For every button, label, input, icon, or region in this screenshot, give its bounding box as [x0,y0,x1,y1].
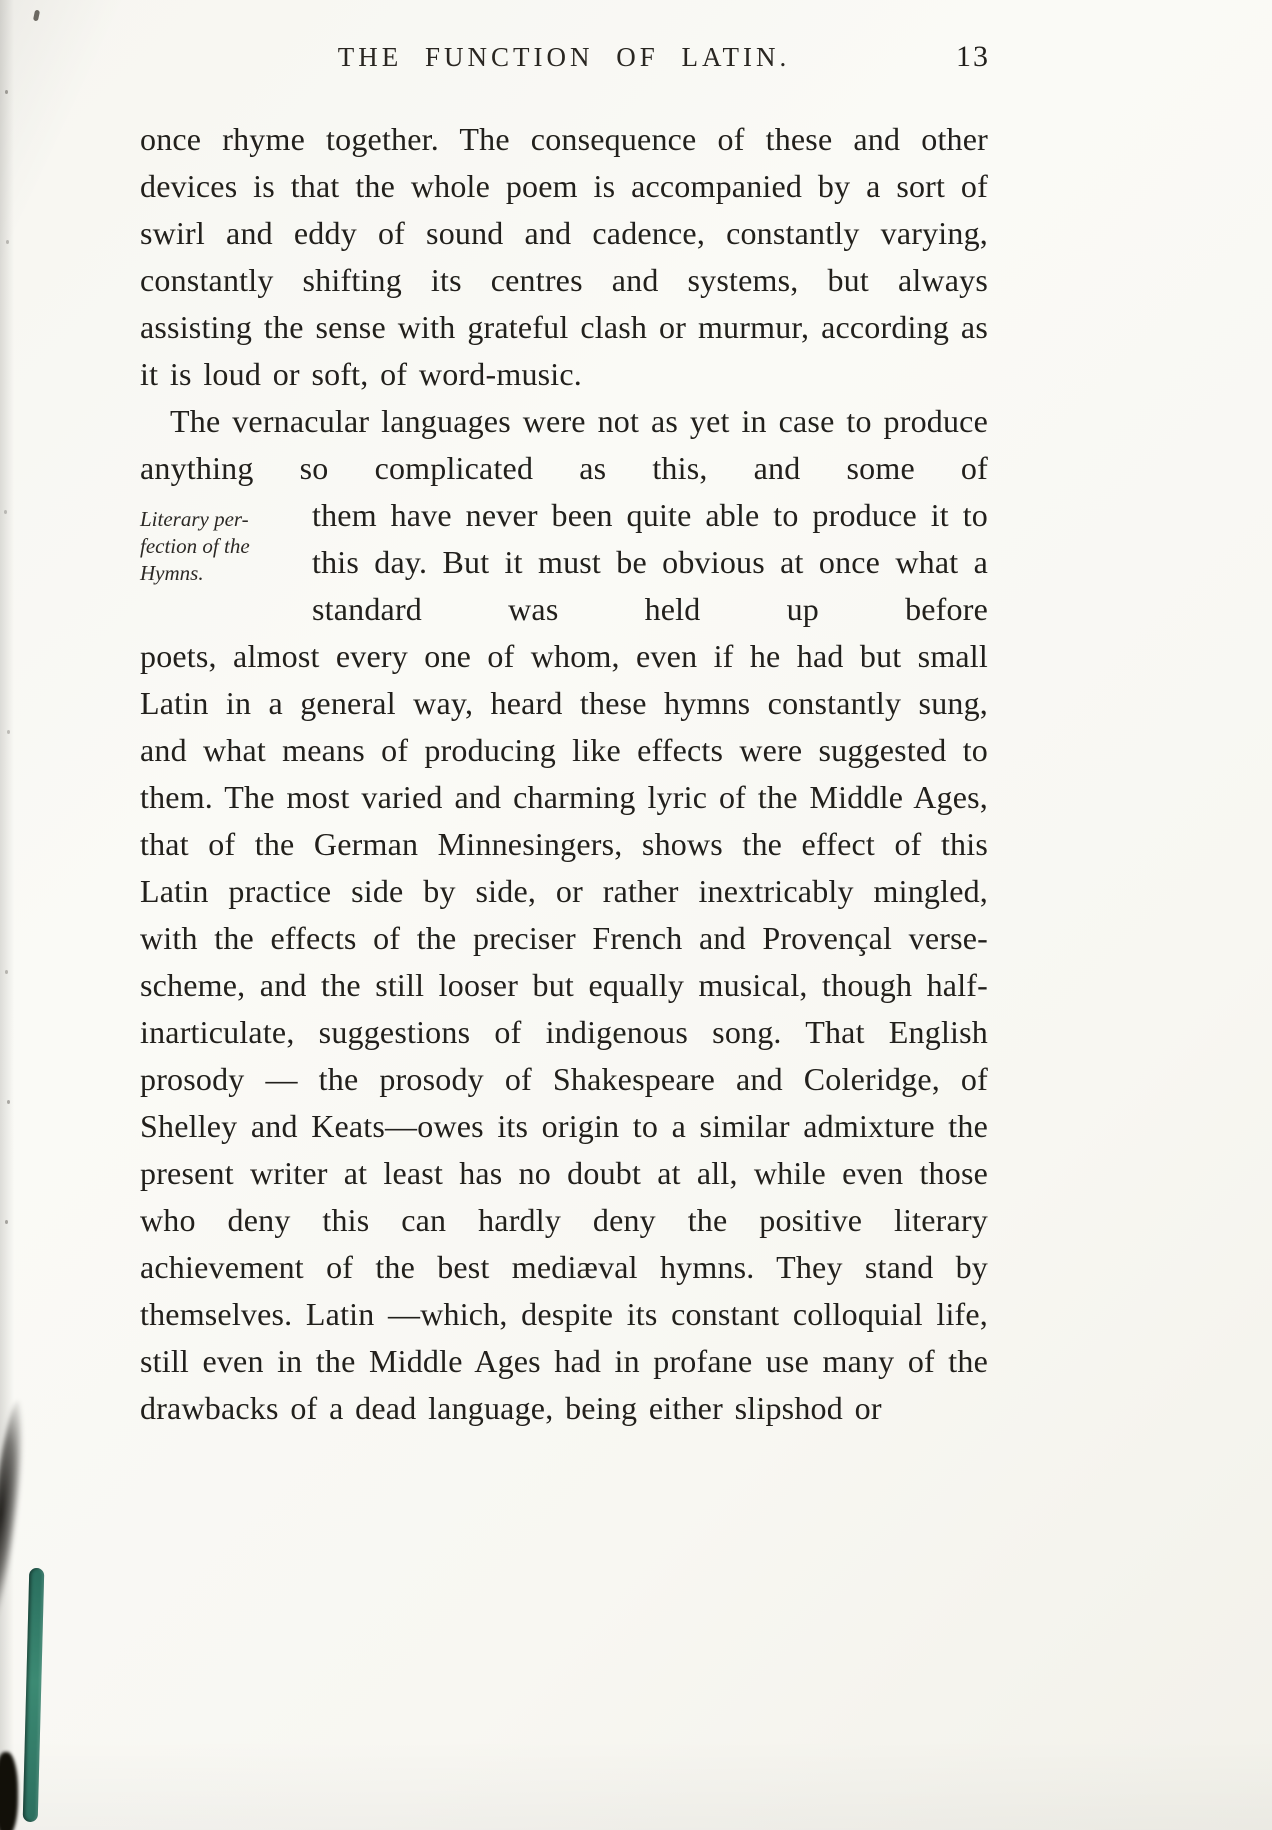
margin-note-line: fection of the [140,534,250,558]
paragraph-vernacular-opening: The vernacular languages were not as yet in case to produce anything so complicated as this, and some of [140,403,988,486]
page-number: 13 [956,40,990,73]
page-header [140,42,988,86]
margin-note-line: Hymns. [140,561,204,585]
margin-note-line: Literary per- [140,507,249,531]
binding-shadow [0,0,14,1830]
running-title: THE FUNCTION OF LATIN. [337,42,791,72]
margin-note [140,492,312,633]
scan-edge-speckles [5,90,8,94]
body-text [140,116,988,1432]
scan-corner-blob [0,1752,18,1830]
scan-mark-top [33,10,40,22]
paragraph-vernacular [140,398,988,1432]
paragraph-vernacular-indented: them have never been quite able to produce it to this day. But it must be obvious at once what a standard was held up before [312,497,988,627]
margin-note-row [140,492,988,633]
paragraph-vernacular-continuation: poets, almost every one of whom, even if he had but small Latin in a general way, heard these hymns constantly sung, and what means of producing like effects were suggested to them. The most varied and charming lyric of the Middle Ages, that of the German Minnesingers, shows the effect of this Latin practice side by side, or rather inextricably mingled, with the effects of the preciser French and Provençal verse-scheme, and the still looser but equally musical, though half-inarticulate, suggestions of indigenous song. That English prosody — the prosody of Shakespeare and Coleridge, of Shelley and Keats—owes its origin to a similar admixture the present writer at least has no doubt at all, while even those who deny this can hardly deny the positive literary achievement of the best mediæval hymns. They stand by themselves. Latin —which, despite its constant colloquial life, still even in the Middle Ages had in profane use many of the drawbacks of a dead language, being either slipshod or [140,638,988,1426]
text-column [140,42,988,1432]
paragraph-word-music: once rhyme together. The consequence of these and other devices is that the whole poem is accompanied by a sort of swirl and eddy of sound and cadence, constantly varying, constantly shifting its centres and systems, but always assisting the sense with grateful clash or murmur, according as it is loud or soft, of word-music. [140,121,988,392]
scan-teal-mark [23,1568,45,1822]
scan-ink-smudge [0,1399,31,1630]
